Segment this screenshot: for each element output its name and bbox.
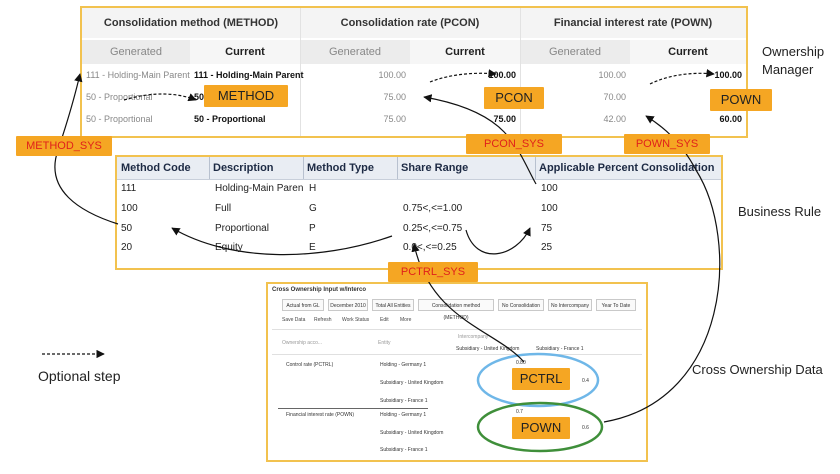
pctrl-value-2[interactable]: 0.4 — [582, 378, 589, 384]
br-row2-code: 100 — [121, 203, 138, 214]
pcon-tag: PCON — [484, 87, 544, 109]
row1-method-generated: 111 - Holding-Main Parent — [86, 70, 190, 80]
method-tag: METHOD — [204, 85, 288, 107]
br-row2-desc: Full — [215, 203, 232, 214]
pown-entity-2: Subsidiary - United Kingdom — [380, 430, 444, 436]
pown-entity-1: Holding - Germany 1 — [380, 412, 427, 418]
br-header-method-code: Method Code — [121, 162, 191, 174]
row1-pown-generated: 100.00 — [598, 70, 626, 80]
optional-step-label: Optional step — [38, 368, 121, 384]
br-row4-range: 0.0<,<=0.25 — [403, 242, 457, 253]
br-row3-code: 50 — [121, 223, 133, 234]
ownership-manager-label-line2: Manager — [762, 62, 814, 77]
section-title-pcon: Consolidation rate (PCON) — [300, 8, 521, 38]
pctrl-tag: PCTRL — [512, 368, 570, 390]
pown-sys-tag: POWN_SYS — [624, 134, 710, 154]
row2-method-current: 50 — [194, 92, 205, 102]
row3-method-generated: 50 - Proportional — [86, 114, 153, 124]
br-row2-percent: 100 — [541, 203, 558, 214]
br-row4-type: E — [309, 242, 316, 253]
cross-ownership-title: Cross Ownership Input w/Interco — [272, 287, 367, 293]
pown-ellipse-tag: POWN — [512, 417, 570, 439]
pown-current-header: Current — [630, 40, 746, 64]
pown-value-2[interactable]: 0.6 — [582, 425, 589, 431]
method-generated-header: Generated — [82, 40, 191, 64]
br-row4-desc: Equity — [215, 242, 243, 253]
more-button[interactable]: More — [400, 317, 412, 323]
method-sys-tag: METHOD_SYS — [16, 136, 112, 156]
row1-method-current: 111 - Holding-Main Parent — [194, 70, 304, 80]
row1-pown-current: 100.00 — [714, 70, 742, 80]
pown-tag: POWN — [710, 89, 772, 111]
row1-pcon-current: 100.00 — [488, 70, 516, 80]
pcon-current-header: Current — [410, 40, 521, 64]
br-row1-percent: 100 — [541, 183, 558, 194]
br-row2-type: G — [309, 203, 317, 214]
pown-generated-header: Generated — [520, 40, 631, 64]
br-header-share-range: Share Range — [401, 162, 469, 174]
col-sub-fr: Subsidiary - France 1 — [536, 346, 584, 352]
br-row1-desc: Holding-Main Paren — [215, 183, 304, 194]
pown-value-1[interactable]: 0.7 — [516, 409, 523, 415]
col-intercompany: Intercompany — [458, 334, 489, 340]
row3-pcon-current: 75.00 — [493, 114, 516, 124]
pctrl-entity-2: Subsidiary - United Kingdom — [380, 380, 444, 386]
row3-pown-current: 60.00 — [719, 114, 742, 124]
work-status-button[interactable]: Work Status — [342, 317, 370, 323]
method-current-header: Current — [190, 40, 301, 64]
pcon-generated-header: Generated — [300, 40, 411, 64]
refresh-button[interactable]: Refresh — [314, 317, 332, 323]
cross-ownership-screenshot — [266, 282, 648, 462]
br-row3-percent: 75 — [541, 223, 553, 234]
br-row3-range: 0.25<,<=0.75 — [403, 223, 463, 234]
br-row3-type: P — [309, 223, 316, 234]
toolbar-period[interactable]: December 2010 — [328, 299, 368, 311]
row2-pown-generated: 70.00 — [603, 92, 626, 102]
br-row4-code: 20 — [121, 242, 133, 253]
edit-button[interactable]: Edit — [380, 317, 389, 323]
toolbar-consolidation-method[interactable]: Consolidation method (METHOD) — [418, 299, 494, 311]
row3-method-current: 50 - Proportional — [194, 114, 266, 124]
pctrl-entity-3: Subsidiary - France 1 — [380, 398, 428, 404]
cross-ownership-data-label: Cross Ownership Data — [692, 362, 823, 377]
pctrl-entity-1: Holding - Germany 1 — [380, 362, 427, 368]
row3-pown-generated: 42.00 — [603, 114, 626, 124]
row2-pcon-generated: 75.00 — [383, 92, 406, 102]
br-row1-code: 111 — [121, 183, 137, 194]
business-rule-table — [115, 155, 723, 270]
pown-entity-3: Subsidiary - France 1 — [380, 447, 428, 453]
row3-pcon-generated: 75.00 — [383, 114, 406, 124]
ownership-manager-table — [80, 6, 748, 138]
group-pown-label: Financial interest rate (POWN) — [286, 412, 355, 418]
br-header-description: Description — [213, 162, 274, 174]
col-sub-uk: Subsidiary - United Kingdom — [456, 346, 520, 352]
toolbar-entity[interactable]: Total All Entities — [372, 299, 414, 311]
ownership-manager-label-line1: Ownership — [762, 44, 825, 59]
toolbar-consolidation[interactable]: No Consolidation — [498, 299, 544, 311]
toolbar-intercompany[interactable]: No Intercompany — [548, 299, 592, 311]
br-row1-type: H — [309, 183, 317, 194]
row2-method-generated: 50 - Proportional — [86, 92, 153, 102]
br-header-method-type: Method Type — [307, 162, 375, 174]
section-title-pown: Financial interest rate (POWN) — [520, 8, 746, 38]
group-pctrl-label: Control rate (PCTRL) — [286, 362, 334, 368]
br-row3-desc: Proportional — [215, 223, 269, 234]
toolbar-scenario[interactable]: Actual from GL — [282, 299, 324, 311]
toolbar-view[interactable]: Year To Date — [596, 299, 636, 311]
pctrl-sys-tag: PCTRL_SYS — [388, 262, 478, 282]
save-data-button[interactable]: Save Data — [282, 317, 306, 323]
pcon-sys-tag: PCON_SYS — [466, 134, 562, 154]
col-ownership-account: Ownership acco... — [282, 340, 323, 346]
business-rule-label: Business Rule — [738, 204, 822, 219]
col-entity: Entity — [378, 340, 391, 346]
br-header-applicable-percent: Applicable Percent Consolidation — [539, 162, 715, 174]
pctrl-value-1[interactable]: 0.80 — [516, 360, 526, 366]
br-row2-range: 0.75<,<=1.00 — [403, 203, 463, 214]
br-row4-percent: 25 — [541, 242, 553, 253]
section-title-method: Consolidation method (METHOD) — [82, 8, 301, 38]
row1-pcon-generated: 100.00 — [378, 70, 406, 80]
